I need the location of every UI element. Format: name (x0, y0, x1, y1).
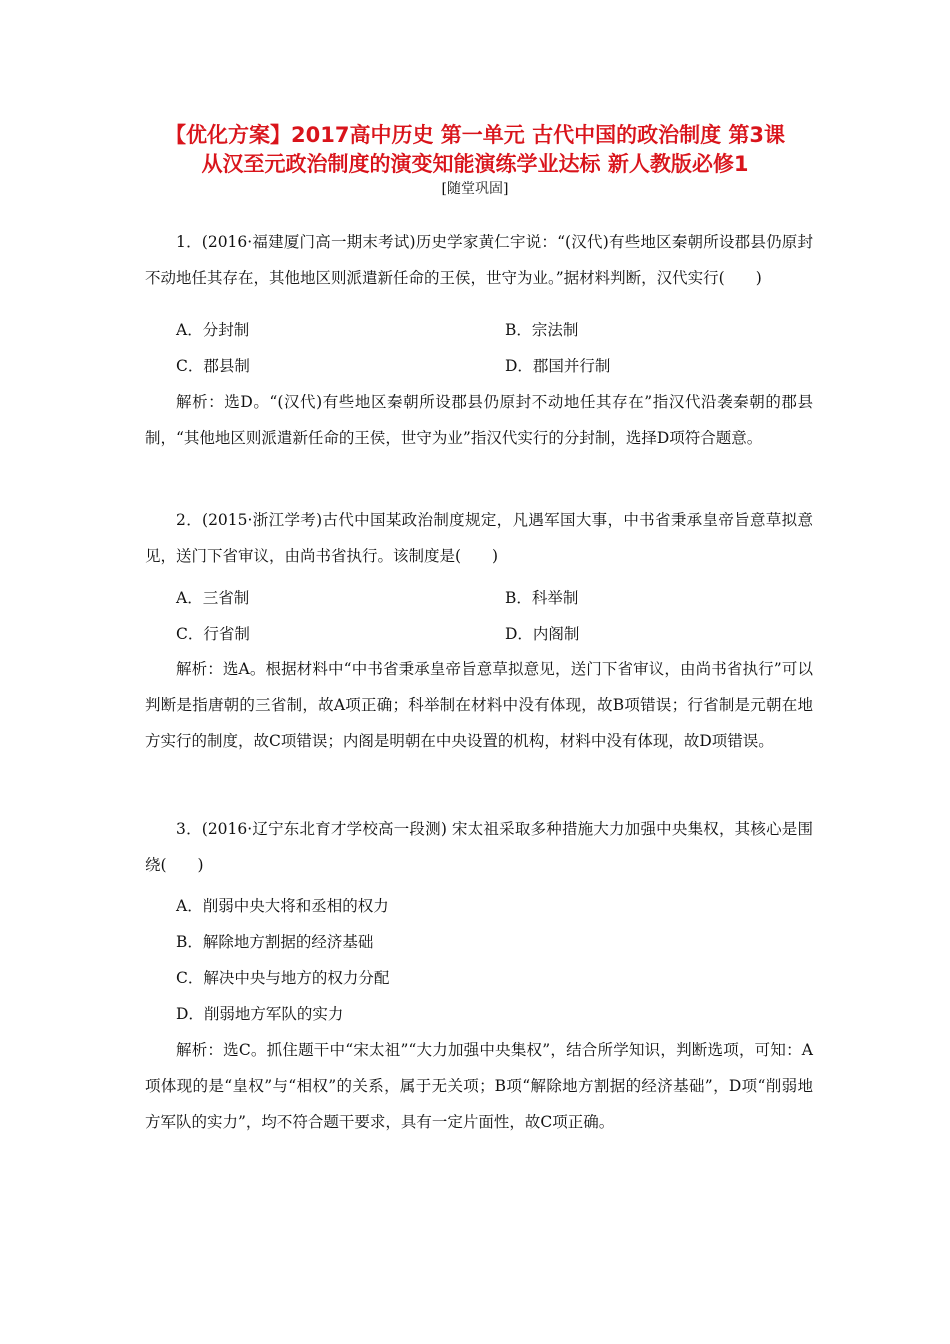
section-label: [随堂巩固] (441, 181, 509, 197)
question-1-option-a: A．分封制 (176, 321, 250, 339)
question-3-option-b: B．解除地方割据的经济基础 (176, 933, 374, 951)
question-1-analysis: 解析：选D。“(汉代)有些地区秦朝所设郡县仍原封不动地任其存在”指汉代沿袭秦朝的郡县制，“其他地区则派遣新任命的王侯，世守为业”指汉代实行的分封制，选择D项符合题意。 (145, 393, 813, 447)
question-2-option-d: D．内阁制 (505, 625, 580, 643)
question-2-analysis: 解析：选A。根据材料中“中书省秉承皇帝旨意草拟意见，送门下省审议，由尚书省执行”可以判断是指唐朝的三省制，故A项正确；科举制在材料中没有体现，故B项错误；行省制是元朝在地方实行的制度，故C项错误；内阁是明朝在中央设置的机构，材料中没有体现，故D项错误。 (145, 660, 813, 750)
question-2-option-b: B．科举制 (505, 589, 579, 607)
question-3-option-d: D．削弱地方军队的实力 (176, 1005, 344, 1023)
question-1-stem: 1．(2016·福建厦门高一期末考试)历史学家黄仁宇说：“(汉代)有些地区秦朝所设郡县仍原封不动地任其存在，其他地区则派遣新任命的王侯，世守为业。”据材料判断，汉代实行( ) (145, 233, 813, 287)
question-3-option-c: C．解决中央与地方的权力分配 (176, 969, 390, 987)
question-2-option-a: A．三省制 (176, 589, 250, 607)
question-3-analysis: 解析：选C。抓住题干中“宋太祖”“大力加强中央集权”，结合所学知识，判断选项，可知：A项体现的是“皇权”与“相权”的关系，属于无关项；B项“解除地方割据的经济基础”，D项“削弱地方军队的实力”，均不符合题干要求，具有一定片面性，故C项正确。 (145, 1041, 813, 1131)
title-line-1: 【优化方案】2017高中历史 第一单元 古代中国的政治制度 第3课 (165, 123, 785, 147)
title-line-2: 从汉至元政治制度的演变知能演练学业达标 新人教版必修1 (201, 152, 749, 176)
document-title (120, 121, 830, 179)
question-3-option-a: A．削弱中央大将和丞相的权力 (176, 897, 389, 915)
question-1-option-c: C．郡县制 (176, 357, 250, 375)
question-1-option-b: B．宗法制 (505, 321, 579, 339)
question-2-stem: 2．(2015·浙江学考)古代中国某政治制度规定，凡遇军国大事，中书省秉承皇帝旨意草拟意见，送门下省审议，由尚书省执行。该制度是( ) (145, 511, 813, 565)
question-3-stem: 3．(2016·辽宁东北育才学校高一段测) 宋太祖采取多种措施大力加强中央集权，其核心是围绕( ) (145, 820, 813, 874)
question-1-option-d: D．郡国并行制 (505, 357, 611, 375)
question-2-option-c: C．行省制 (176, 625, 250, 643)
